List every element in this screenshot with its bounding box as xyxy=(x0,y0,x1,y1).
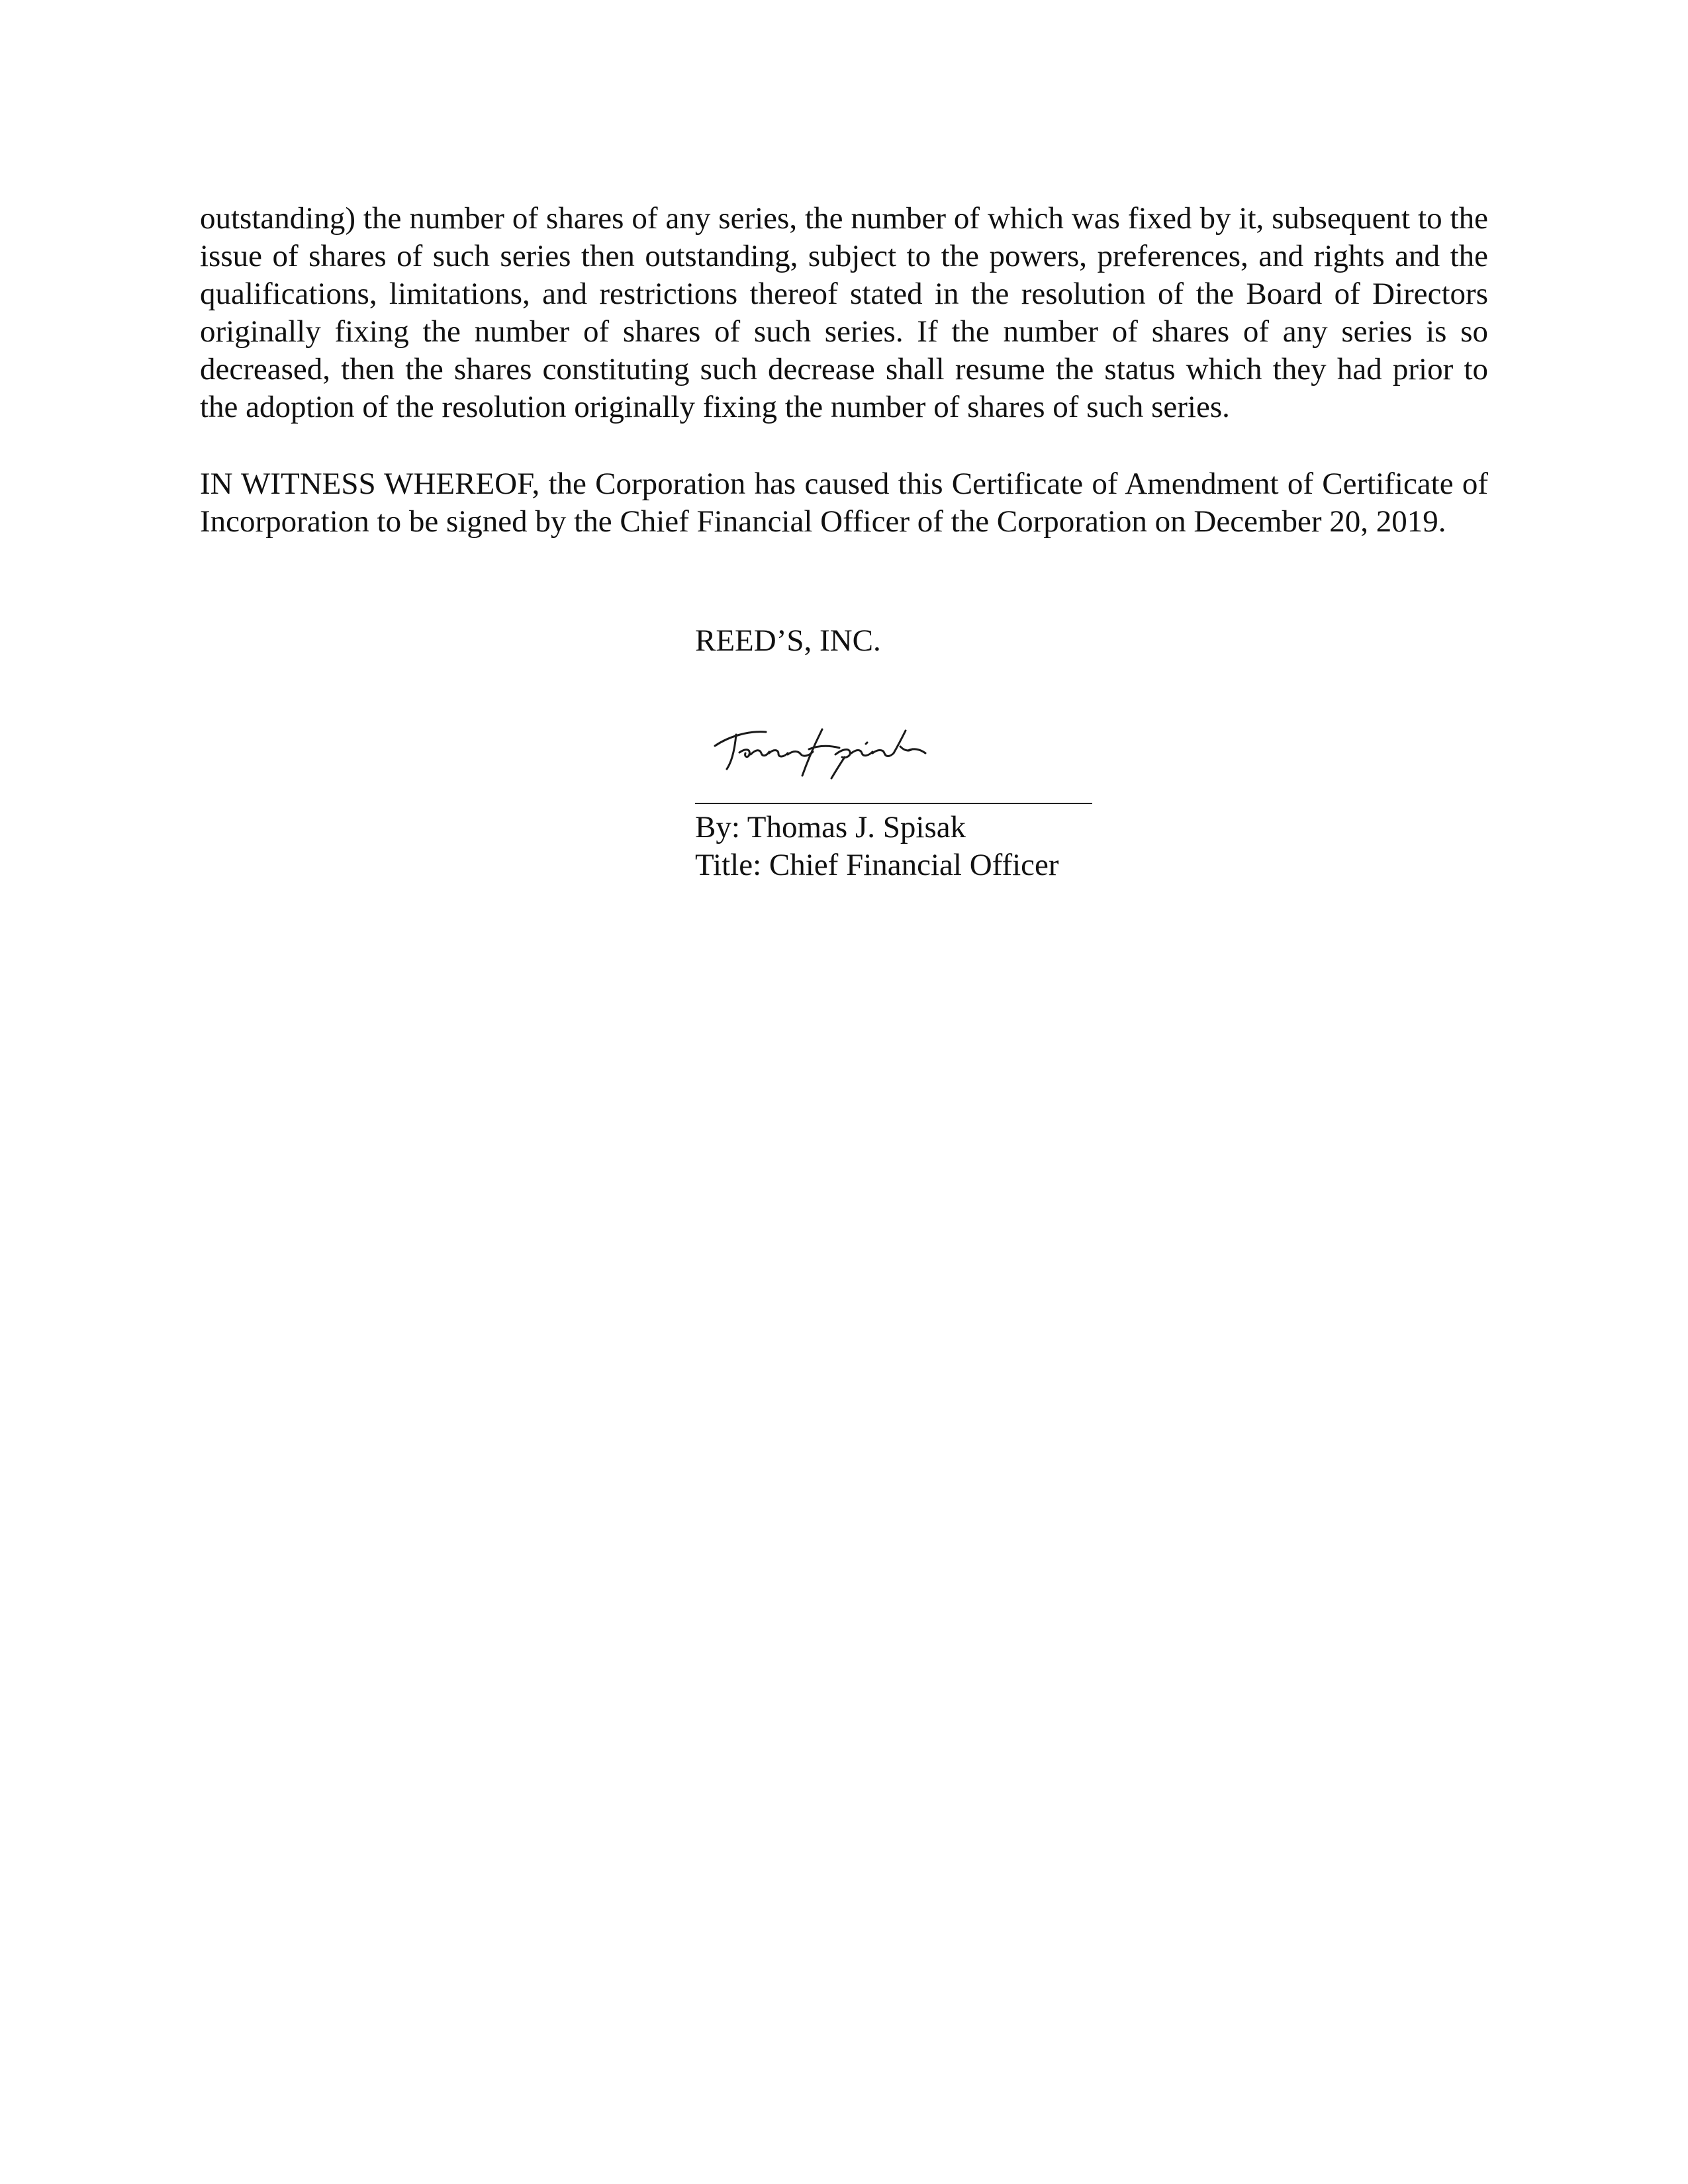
body-paragraph-continuation: outstanding) the number of shares of any series, the number of which was fixed by it, subsequent to the issue of shares of such series then outstanding, subject to the powers, preferences, and rights and the qualifications, limitations, and restrictions thereof stated in the resolution of the Board of Directors originally fixing the number of shares of such series. If the number of shares of any series is so decreased, then the shares constituting such decrease shall resume the status which they had prior to the adoption of the resolution originally fixing the number of shares of such series. xyxy=(200,201,1488,424)
company-name: REED’S, INC. xyxy=(695,623,881,658)
handwritten-signature xyxy=(710,716,928,782)
signer-title: Title: Chief Financial Officer xyxy=(695,848,1059,882)
signer-name: By: Thomas J. Spisak xyxy=(695,810,966,844)
signature-line xyxy=(695,803,1092,804)
witness-paragraph: IN WITNESS WHEREOF, the Corporation has caused this Certificate of Amendment of Certificate of Incorporation to be signed by the Chief Financial Officer of the Corporation on December 20, 2019. xyxy=(200,467,1488,539)
